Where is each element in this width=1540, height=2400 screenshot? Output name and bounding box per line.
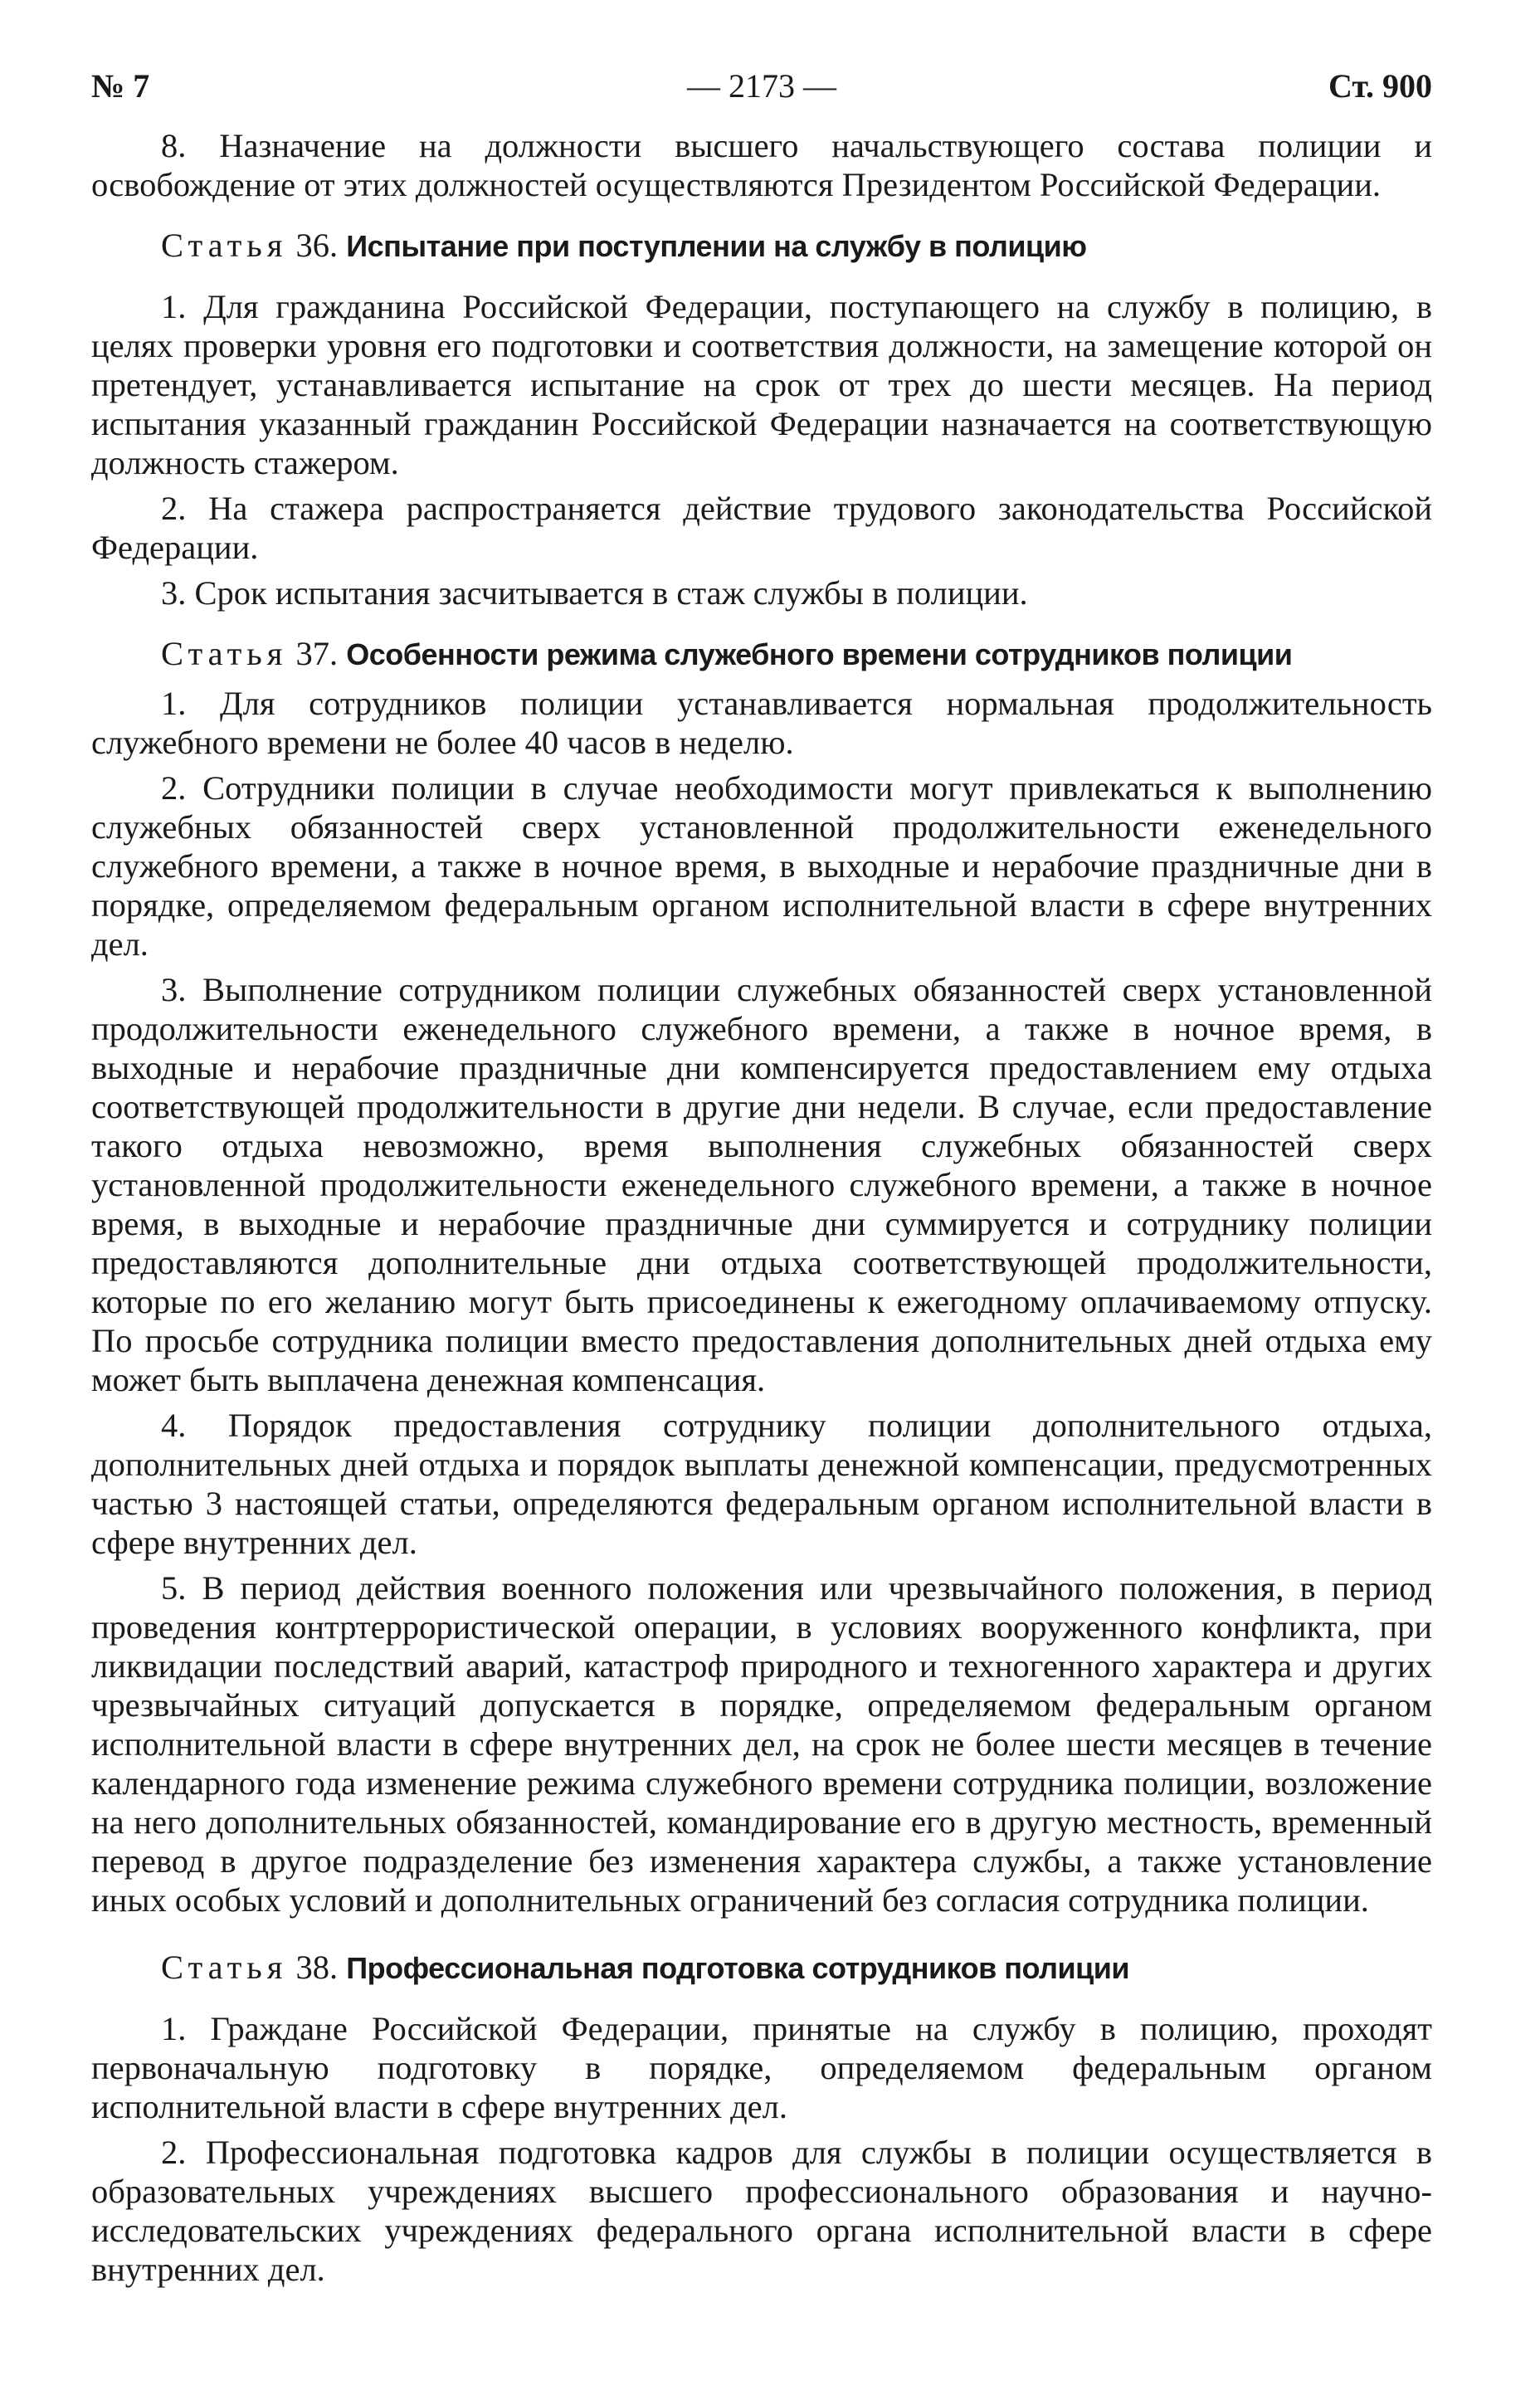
- article-37-paragraph-5: 5. В период действия военного положения или чрезвычайного положения, в период проведения контртеррористической операции, в условиях вооруженного конфликта, при ликвидации последствий аварий, катастроф природного и техногенного характера и других чрезвычайных ситуаций допускается в порядке, определяемом федеральным органом исполнительной власти в сфере внутренних дел, на срок не более шести месяцев в течение календарного года изменение режима служебного времени сотрудника полиции, возложение на него дополнительных обязанностей, командирование его в другую местность, временный перевод в другое подразделение без изменения характера службы, а также установление иных особых условий и дополнительных ограничений без согласия сотрудника полиции.: [91, 1569, 1432, 1919]
- article-title: Испытание при поступлении на службу в полицию: [346, 229, 1087, 263]
- article-reference: Ст. 900: [1328, 67, 1432, 105]
- paragraph-intro-8: 8. Назначение на должности высшего начальствующего состава полиции и освобождение от этих должностей осуществляются Президентом Российской Федерации.: [91, 127, 1432, 203]
- article-37-paragraph-4: 4. Порядок предоставления сотруднику полиции дополнительного отдыха, дополнительных дней отдыха и порядок выплаты денежной компенсации, предусмотренных частью 3 настоящей статьи, определяются федеральным органом исполнительной власти в сфере внутренних дел.: [91, 1407, 1432, 1561]
- document-page: [91, 66, 1432, 2289]
- article-label: Статья: [161, 227, 288, 264]
- article-title: Профессиональная подготовка сотрудников полиции: [346, 1951, 1129, 1985]
- running-header: [91, 66, 1432, 126]
- article-37-paragraph-1: 1. Для сотрудников полиции устанавливается нормальная продолжительность служебного времени не более 40 часов в неделю.: [91, 685, 1432, 761]
- article-37-heading: [91, 634, 1432, 674]
- article-36-paragraph-2: 2. На стажера распространяется действие трудового законодательства Российской Федерации.: [91, 490, 1432, 566]
- issue-number: № 7: [91, 67, 150, 105]
- article-number: 37.: [295, 635, 339, 672]
- article-37-paragraph-2: 2. Сотрудники полиции в случае необходимости могут привлекаться к выполнению служебных обязанностей сверх установленной продолжительности еженедельного служебного времени, а также в ночное время, в выходные и нерабочие праздничные дни в порядке, определяемом федеральным органом исполнительной власти в сфере внутренних дел.: [91, 769, 1432, 963]
- article-title: Особенности режима служебного времени сотрудников полиции: [346, 637, 1293, 671]
- article-36-heading: [91, 226, 1432, 266]
- article-number: 38.: [295, 1949, 339, 1986]
- article-38-heading: [91, 1948, 1432, 1988]
- article-36-paragraph-1: 1. Для гражданина Российской Федерации, поступающего на службу в полицию, в целях проверки уровня его подготовки и соответствия должности, на замещение которой он претендует, устанавливается испытание на срок от трех до шести месяцев. На период испытания указанный гражданин Российской Федерации назначается на соответствующую должность стажером.: [91, 288, 1432, 481]
- article-number: 36.: [295, 227, 339, 264]
- article-label: Статья: [161, 1949, 288, 1986]
- page-number: — 2173 —: [687, 67, 836, 105]
- article-label: Статья: [161, 635, 288, 672]
- article-37-paragraph-3: 3. Выполнение сотрудником полиции служебных обязанностей сверх установленной продолжительности еженедельного служебного времени, а также в ночное время, в выходные и нерабочие праздничные дни компенсируется предоставлением ему отдыха соответствующей продолжительности в другие дни недели. В случае, если предоставление такого отдыха невозможно, время выполнения служебных обязанностей сверх установленной продолжительности еженедельного служебного времени, а также в ночное время, в выходные и нерабочие праздничные дни суммируется и сотруднику полиции предоставляются дополнительные дни отдыха соответствующей продолжительности, которые по его желанию могут быть присоединены к ежегодному оплачиваемому отпуску. По просьбе сотрудника полиции вместо предоставления дополнительных дней отдыха ему может быть выплачена денежная компенсация.: [91, 971, 1432, 1398]
- article-38-paragraph-2: 2. Профессиональная подготовка кадров для службы в полиции осуществляется в образовательных учреждениях высшего профессионального образования и научно-исследовательских учреждениях федерального органа исполнительной власти в сфере внутренних дел.: [91, 2134, 1432, 2288]
- article-36-paragraph-3: 3. Срок испытания засчитывается в стаж службы в полиции.: [161, 574, 1028, 612]
- article-38-paragraph-1: 1. Граждане Российской Федерации, принятые на службу в полицию, проходят первоначальную подготовку в порядке, определяемом федеральным органом исполнительной власти в сфере внутренних дел.: [91, 2010, 1432, 2125]
